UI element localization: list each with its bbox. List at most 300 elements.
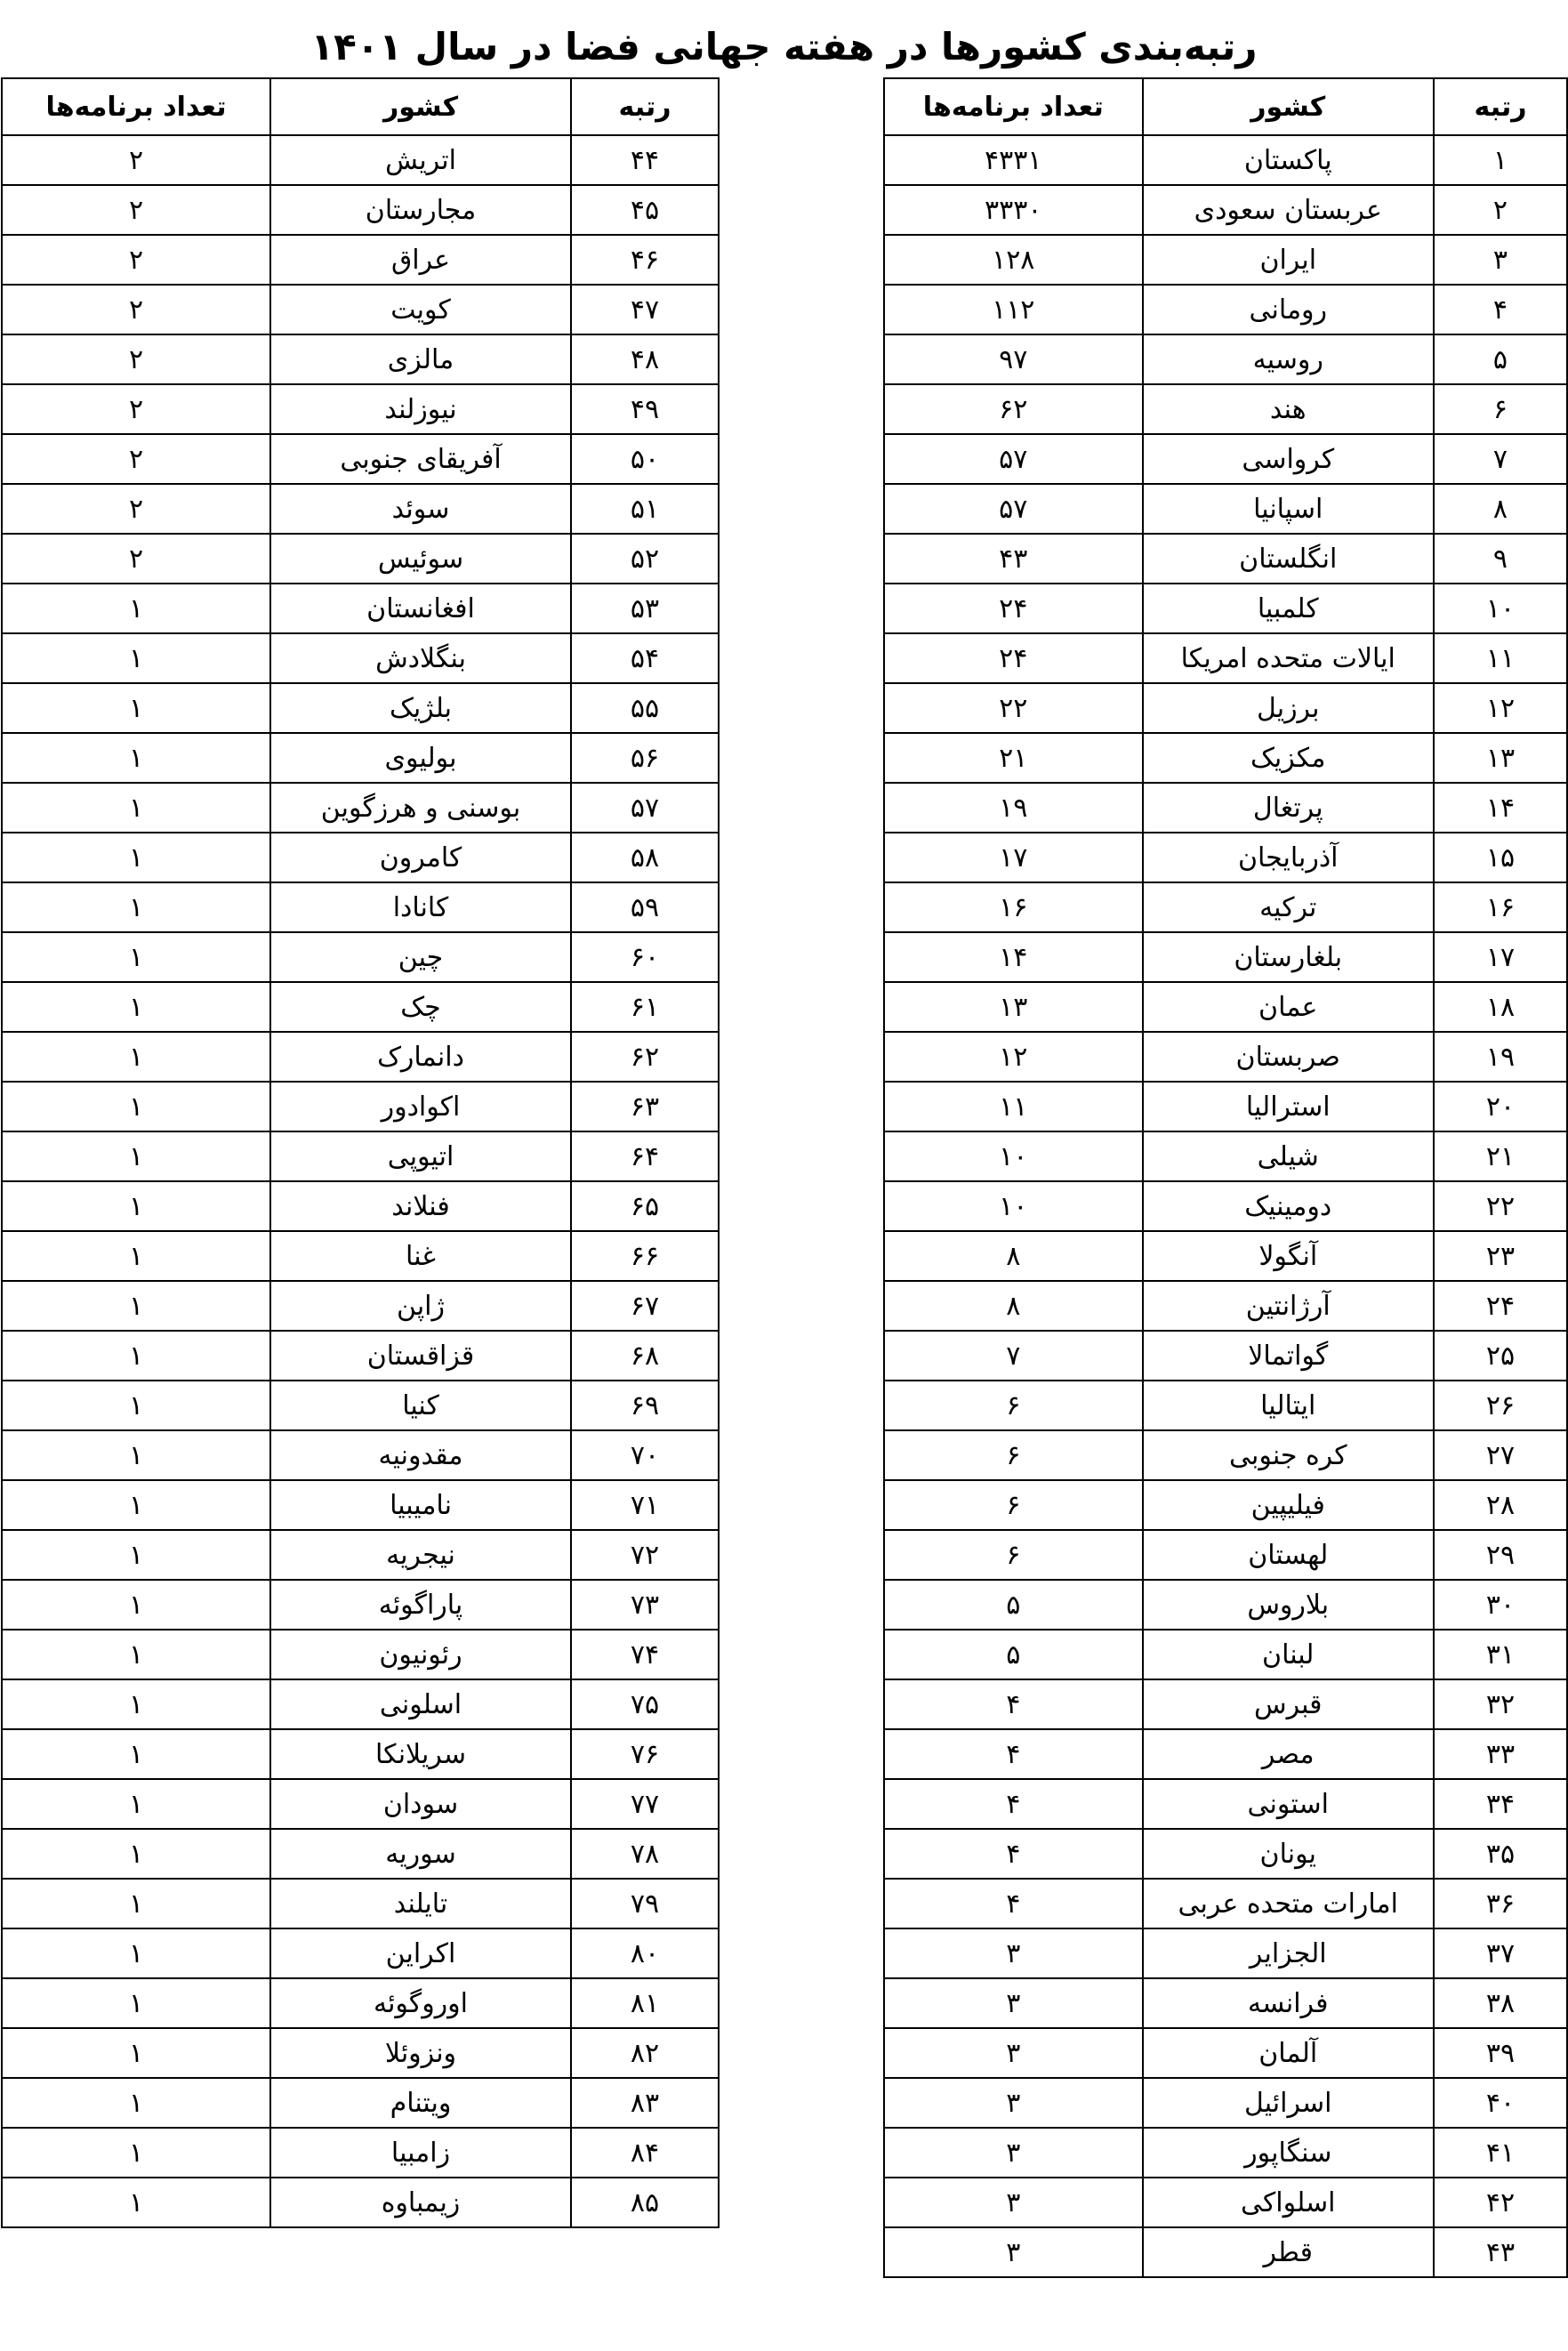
country-cell: روسیه xyxy=(1143,334,1434,384)
country-cell: نامیبیا xyxy=(270,1480,571,1530)
header-rank: رتبه xyxy=(1434,78,1567,135)
country-cell: ایتالیا xyxy=(1143,1381,1434,1430)
country-cell: پاراگوئه xyxy=(270,1580,571,1630)
count-cell: ۶ xyxy=(884,1430,1143,1480)
country-cell: اتیوپی xyxy=(270,1131,571,1181)
country-cell: تایلند xyxy=(270,1879,571,1928)
table-row xyxy=(884,783,1567,833)
country-cell: افغانستان xyxy=(270,584,571,633)
country-cell: مقدونیه xyxy=(270,1430,571,1480)
table-row xyxy=(884,384,1567,434)
table-row xyxy=(884,982,1567,1032)
country-cell: دانمارک xyxy=(270,1032,571,1082)
table-body-right xyxy=(884,135,1567,2277)
country-cell: ژاپن xyxy=(270,1281,571,1331)
rank-cell: ۸۳ xyxy=(571,2078,719,2128)
count-cell: ۲ xyxy=(2,484,270,534)
country-cell: سوئد xyxy=(270,484,571,534)
table-row xyxy=(2,1580,719,1630)
count-cell: ۱۲۸ xyxy=(884,235,1143,285)
country-cell: ایالات متحده امریکا xyxy=(1143,633,1434,683)
table-row xyxy=(2,484,719,534)
country-cell: زامبیا xyxy=(270,2128,571,2178)
country-cell: مصر xyxy=(1143,1729,1434,1779)
rank-cell: ۴ xyxy=(1434,285,1567,334)
table-row xyxy=(2,384,719,434)
rank-cell: ۳۴ xyxy=(1434,1779,1567,1829)
count-cell: ۱ xyxy=(2,1928,270,1978)
rank-cell: ۳۵ xyxy=(1434,1829,1567,1879)
country-cell: سودان xyxy=(270,1779,571,1829)
count-cell: ۶۲ xyxy=(884,384,1143,434)
country-cell: عراق xyxy=(270,235,571,285)
rank-cell: ۵۵ xyxy=(571,683,719,733)
count-cell: ۱ xyxy=(2,1978,270,2028)
count-cell: ۱ xyxy=(2,1032,270,1082)
rank-cell: ۴۷ xyxy=(571,285,719,334)
count-cell: ۱۷ xyxy=(884,833,1143,882)
count-cell: ۱ xyxy=(2,1829,270,1879)
table-row xyxy=(884,1530,1567,1580)
rank-cell: ۷۶ xyxy=(571,1729,719,1779)
rank-cell: ۳ xyxy=(1434,235,1567,285)
rank-cell: ۳۸ xyxy=(1434,1978,1567,2028)
rank-cell: ۶۴ xyxy=(571,1131,719,1181)
country-cell: زیمباوه xyxy=(270,2178,571,2227)
rank-cell: ۲۴ xyxy=(1434,1281,1567,1331)
table-row xyxy=(2,434,719,484)
count-cell: ۱ xyxy=(2,1231,270,1281)
rank-cell: ۳۰ xyxy=(1434,1580,1567,1630)
table-row xyxy=(2,534,719,584)
rank-cell: ۵ xyxy=(1434,334,1567,384)
rank-cell: ۲۹ xyxy=(1434,1530,1567,1580)
country-cell: بولیوی xyxy=(270,733,571,783)
count-cell: ۱ xyxy=(2,1181,270,1231)
header-count: تعداد برنامه‌ها xyxy=(884,78,1143,135)
country-cell: فیلیپین xyxy=(1143,1480,1434,1530)
table-row xyxy=(2,1729,719,1779)
count-cell: ۱۳ xyxy=(884,982,1143,1032)
table-row xyxy=(884,1131,1567,1181)
rank-cell: ۵۶ xyxy=(571,733,719,783)
header-country: کشور xyxy=(270,78,571,135)
table-row xyxy=(884,2227,1567,2277)
country-cell: سنگاپور xyxy=(1143,2128,1434,2178)
rank-cell: ۴۶ xyxy=(571,235,719,285)
country-cell: فنلاند xyxy=(270,1181,571,1231)
rank-cell: ۴۴ xyxy=(571,135,719,185)
rank-cell: ۱۶ xyxy=(1434,882,1567,932)
count-cell: ۲ xyxy=(2,434,270,484)
country-cell: استونی xyxy=(1143,1779,1434,1829)
country-cell: اسپانیا xyxy=(1143,484,1434,534)
table-row xyxy=(884,1032,1567,1082)
country-cell: امارات متحده عربی xyxy=(1143,1879,1434,1928)
country-cell: استرالیا xyxy=(1143,1082,1434,1131)
country-cell: چک xyxy=(270,982,571,1032)
count-cell: ۶ xyxy=(884,1381,1143,1430)
country-cell: بنگلادش xyxy=(270,633,571,683)
country-cell: کنیا xyxy=(270,1381,571,1430)
country-cell: کویت xyxy=(270,285,571,334)
table-row xyxy=(884,733,1567,783)
table-row xyxy=(884,1430,1567,1480)
table-row xyxy=(884,1829,1567,1879)
rank-cell: ۸۰ xyxy=(571,1928,719,1978)
table-row xyxy=(2,783,719,833)
ranking-table-left xyxy=(1,77,720,2228)
country-cell: آنگولا xyxy=(1143,1231,1434,1281)
rank-cell: ۷۱ xyxy=(571,1480,719,1530)
country-cell: مجارستان xyxy=(270,185,571,235)
country-cell: کانادا xyxy=(270,882,571,932)
table-row xyxy=(884,833,1567,882)
rank-cell: ۱۳ xyxy=(1434,733,1567,783)
country-cell: انگلستان xyxy=(1143,534,1434,584)
country-cell: اسرائیل xyxy=(1143,2078,1434,2128)
count-cell: ۱ xyxy=(2,1381,270,1430)
rank-cell: ۵۴ xyxy=(571,633,719,683)
country-cell: ایران xyxy=(1143,235,1434,285)
rank-cell: ۵۱ xyxy=(571,484,719,534)
count-cell: ۳ xyxy=(884,2128,1143,2178)
country-cell: نیوزلند xyxy=(270,384,571,434)
table-row xyxy=(2,1281,719,1331)
count-cell: ۱۰ xyxy=(884,1181,1143,1231)
table-row xyxy=(2,1231,719,1281)
count-cell: ۲۲ xyxy=(884,683,1143,733)
count-cell: ۳ xyxy=(884,1928,1143,1978)
country-cell: قطر xyxy=(1143,2227,1434,2277)
country-cell: رومانی xyxy=(1143,285,1434,334)
count-cell: ۱ xyxy=(2,1679,270,1729)
count-cell: ۱ xyxy=(2,1779,270,1829)
table-row xyxy=(2,1630,719,1679)
table-header-row xyxy=(884,78,1567,135)
table-row xyxy=(884,932,1567,982)
count-cell: ۲ xyxy=(2,334,270,384)
table-row xyxy=(2,1928,719,1978)
count-cell: ۱ xyxy=(2,1082,270,1131)
table-row xyxy=(2,1381,719,1430)
count-cell: ۴ xyxy=(884,1679,1143,1729)
count-cell: ۳ xyxy=(884,2227,1143,2277)
count-cell: ۲ xyxy=(2,384,270,434)
count-cell: ۱ xyxy=(2,2178,270,2227)
table-row xyxy=(884,683,1567,733)
count-cell: ۱ xyxy=(2,633,270,683)
country-cell: اتریش xyxy=(270,135,571,185)
table-row xyxy=(2,1879,719,1928)
count-cell: ۱۹ xyxy=(884,783,1143,833)
rank-cell: ۱۱ xyxy=(1434,633,1567,683)
table-row xyxy=(2,1779,719,1829)
country-cell: اسلواکی xyxy=(1143,2178,1434,2227)
rank-cell: ۶۱ xyxy=(571,982,719,1032)
table-row xyxy=(2,1181,719,1231)
table-row xyxy=(884,1679,1567,1729)
rank-cell: ۷۳ xyxy=(571,1580,719,1630)
table-row xyxy=(884,882,1567,932)
country-cell: لهستان xyxy=(1143,1530,1434,1580)
table-row xyxy=(2,285,719,334)
count-cell: ۶ xyxy=(884,1480,1143,1530)
table-row xyxy=(884,1082,1567,1131)
rank-cell: ۷۸ xyxy=(571,1829,719,1879)
rank-cell: ۵۷ xyxy=(571,783,719,833)
count-cell: ۱۱ xyxy=(884,1082,1143,1131)
table-row xyxy=(2,683,719,733)
rank-cell: ۸ xyxy=(1434,484,1567,534)
rank-cell: ۷۹ xyxy=(571,1879,719,1928)
count-cell: ۴ xyxy=(884,1779,1143,1829)
rank-cell: ۶۳ xyxy=(571,1082,719,1131)
rank-cell: ۱۵ xyxy=(1434,833,1567,882)
country-cell: یونان xyxy=(1143,1829,1434,1879)
country-cell: دومینیک xyxy=(1143,1181,1434,1231)
rank-cell: ۱۷ xyxy=(1434,932,1567,982)
table-row xyxy=(2,185,719,235)
count-cell: ۱۰ xyxy=(884,1131,1143,1181)
count-cell: ۹۷ xyxy=(884,334,1143,384)
rank-cell: ۱ xyxy=(1434,135,1567,185)
rank-cell: ۷۴ xyxy=(571,1630,719,1679)
table-row xyxy=(2,584,719,633)
table-row xyxy=(884,1978,1567,2028)
table-row xyxy=(2,334,719,384)
country-cell: اوروگوئه xyxy=(270,1978,571,2028)
table-row xyxy=(884,135,1567,185)
count-cell: ۱ xyxy=(2,1879,270,1928)
country-cell: هند xyxy=(1143,384,1434,434)
table-row xyxy=(2,2178,719,2227)
rank-cell: ۳۱ xyxy=(1434,1630,1567,1679)
ranking-table-right xyxy=(883,77,1568,2278)
country-cell: آلمان xyxy=(1143,2028,1434,2078)
count-cell: ۱ xyxy=(2,1331,270,1381)
table-row xyxy=(884,1729,1567,1779)
rank-cell: ۷۵ xyxy=(571,1679,719,1729)
table-row xyxy=(2,982,719,1032)
count-cell: ۳۳۳۰ xyxy=(884,185,1143,235)
table-row xyxy=(884,633,1567,683)
rank-cell: ۶۵ xyxy=(571,1181,719,1231)
count-cell: ۱ xyxy=(2,882,270,932)
table-row xyxy=(884,1181,1567,1231)
table-row xyxy=(884,1580,1567,1630)
count-cell: ۱ xyxy=(2,1281,270,1331)
country-cell: پرتغال xyxy=(1143,783,1434,833)
table-row xyxy=(2,932,719,982)
country-cell: کامرون xyxy=(270,833,571,882)
count-cell: ۵۷ xyxy=(884,484,1143,534)
table-row xyxy=(2,1679,719,1729)
table-row xyxy=(884,434,1567,484)
rank-cell: ۳۹ xyxy=(1434,2028,1567,2078)
table-row xyxy=(884,1779,1567,1829)
table-row xyxy=(884,235,1567,285)
country-cell: ترکیه xyxy=(1143,882,1434,932)
country-cell: لبنان xyxy=(1143,1630,1434,1679)
count-cell: ۴ xyxy=(884,1729,1143,1779)
count-cell: ۳ xyxy=(884,2078,1143,2128)
rank-cell: ۷۲ xyxy=(571,1530,719,1580)
table-row xyxy=(884,534,1567,584)
rank-cell: ۸۲ xyxy=(571,2028,719,2078)
table-row xyxy=(2,2028,719,2078)
count-cell: ۱۶ xyxy=(884,882,1143,932)
country-cell: فرانسه xyxy=(1143,1978,1434,2028)
rank-cell: ۳۳ xyxy=(1434,1729,1567,1779)
rank-cell: ۴۰ xyxy=(1434,2078,1567,2128)
table-row xyxy=(884,1630,1567,1679)
count-cell: ۱ xyxy=(2,2078,270,2128)
table-row xyxy=(884,1231,1567,1281)
table-row xyxy=(2,1480,719,1530)
count-cell: ۵ xyxy=(884,1630,1143,1679)
count-cell: ۴۳۳۱ xyxy=(884,135,1143,185)
rank-cell: ۵۹ xyxy=(571,882,719,932)
count-cell: ۲۴ xyxy=(884,633,1143,683)
table-row xyxy=(884,484,1567,534)
rank-cell: ۹ xyxy=(1434,534,1567,584)
country-cell: عربستان سعودی xyxy=(1143,185,1434,235)
rank-cell: ۶۹ xyxy=(571,1381,719,1430)
rank-cell: ۳۲ xyxy=(1434,1679,1567,1729)
count-cell: ۱۱۲ xyxy=(884,285,1143,334)
count-cell: ۱۴ xyxy=(884,932,1143,982)
rank-cell: ۱۸ xyxy=(1434,982,1567,1032)
count-cell: ۱ xyxy=(2,982,270,1032)
country-cell: گواتمالا xyxy=(1143,1331,1434,1381)
table-row xyxy=(884,334,1567,384)
count-cell: ۴ xyxy=(884,1829,1143,1879)
rank-cell: ۲۳ xyxy=(1434,1231,1567,1281)
rank-cell: ۲۵ xyxy=(1434,1331,1567,1381)
count-cell: ۲۴ xyxy=(884,584,1143,633)
table-row xyxy=(884,1879,1567,1928)
table-row xyxy=(884,2178,1567,2227)
rank-cell: ۴۸ xyxy=(571,334,719,384)
count-cell: ۸ xyxy=(884,1281,1143,1331)
count-cell: ۱ xyxy=(2,1430,270,1480)
table-header-row xyxy=(2,78,719,135)
rank-cell: ۲۰ xyxy=(1434,1082,1567,1131)
country-cell: مالزی xyxy=(270,334,571,384)
country-cell: پاکستان xyxy=(1143,135,1434,185)
count-cell: ۴۳ xyxy=(884,534,1143,584)
country-cell: چین xyxy=(270,932,571,982)
table-row xyxy=(2,1331,719,1381)
country-cell: ویتنام xyxy=(270,2078,571,2128)
count-cell: ۶ xyxy=(884,1530,1143,1580)
table-row xyxy=(884,185,1567,235)
country-cell: اسلونی xyxy=(270,1679,571,1729)
count-cell: ۱ xyxy=(2,683,270,733)
rank-cell: ۲۱ xyxy=(1434,1131,1567,1181)
table-body-left xyxy=(2,135,719,2227)
table-row xyxy=(2,1530,719,1580)
table-row xyxy=(884,285,1567,334)
rank-cell: ۳۶ xyxy=(1434,1879,1567,1928)
table-row xyxy=(2,1131,719,1181)
count-cell: ۵ xyxy=(884,1580,1143,1630)
country-cell: بلغارستان xyxy=(1143,932,1434,982)
country-cell: شیلی xyxy=(1143,1131,1434,1181)
count-cell: ۱ xyxy=(2,733,270,783)
rank-cell: ۶۰ xyxy=(571,932,719,982)
count-cell: ۲۱ xyxy=(884,733,1143,783)
rank-cell: ۶۶ xyxy=(571,1231,719,1281)
country-cell: مکزیک xyxy=(1143,733,1434,783)
country-cell: برزیل xyxy=(1143,683,1434,733)
country-cell: آرژانتین xyxy=(1143,1281,1434,1331)
count-cell: ۱ xyxy=(2,1131,270,1181)
table-row xyxy=(2,1978,719,2028)
table-row xyxy=(884,2078,1567,2128)
count-cell: ۱ xyxy=(2,833,270,882)
rank-cell: ۲۸ xyxy=(1434,1480,1567,1530)
country-cell: سوئیس xyxy=(270,534,571,584)
table-row xyxy=(2,1430,719,1480)
table-row xyxy=(2,882,719,932)
count-cell: ۱ xyxy=(2,783,270,833)
table-row xyxy=(884,1381,1567,1430)
rank-cell: ۲۲ xyxy=(1434,1181,1567,1231)
rank-cell: ۴۹ xyxy=(571,384,719,434)
table-row xyxy=(2,135,719,185)
country-cell: نیجریه xyxy=(270,1530,571,1580)
country-cell: الجزایر xyxy=(1143,1928,1434,1978)
table-row xyxy=(2,1082,719,1131)
rank-cell: ۲ xyxy=(1434,185,1567,235)
count-cell: ۱ xyxy=(2,1630,270,1679)
country-cell: آفریقای جنوبی xyxy=(270,434,571,484)
count-cell: ۲ xyxy=(2,534,270,584)
count-cell: ۲ xyxy=(2,135,270,185)
table-row xyxy=(884,2028,1567,2078)
table-row xyxy=(884,584,1567,633)
country-cell: اکوادور xyxy=(270,1082,571,1131)
count-cell: ۱ xyxy=(2,932,270,982)
page-title: رتبه‌بندی کشورها در هفته جهانی فضا در سال ۱۴۰۱ xyxy=(310,25,1258,68)
count-cell: ۱ xyxy=(2,2128,270,2178)
table-row xyxy=(2,235,719,285)
country-cell: کرواسی xyxy=(1143,434,1434,484)
rank-cell: ۱۲ xyxy=(1434,683,1567,733)
country-cell: بلاروس xyxy=(1143,1580,1434,1630)
header-count: تعداد برنامه‌ها xyxy=(2,78,270,135)
table-row xyxy=(884,1480,1567,1530)
country-cell: کره جنوبی xyxy=(1143,1430,1434,1480)
count-cell: ۲ xyxy=(2,285,270,334)
count-cell: ۱ xyxy=(2,584,270,633)
country-cell: بوسنی و هرزگوین xyxy=(270,783,571,833)
country-cell: بلژیک xyxy=(270,683,571,733)
country-cell: آذربایجان xyxy=(1143,833,1434,882)
count-cell: ۳ xyxy=(884,2028,1143,2078)
country-cell: عمان xyxy=(1143,982,1434,1032)
table-row xyxy=(884,1281,1567,1331)
rank-cell: ۵۸ xyxy=(571,833,719,882)
rank-cell: ۱۰ xyxy=(1434,584,1567,633)
rank-cell: ۵۲ xyxy=(571,534,719,584)
rank-cell: ۶ xyxy=(1434,384,1567,434)
table-row xyxy=(884,1331,1567,1381)
country-cell: اکراین xyxy=(270,1928,571,1978)
rank-cell: ۸۵ xyxy=(571,2178,719,2227)
